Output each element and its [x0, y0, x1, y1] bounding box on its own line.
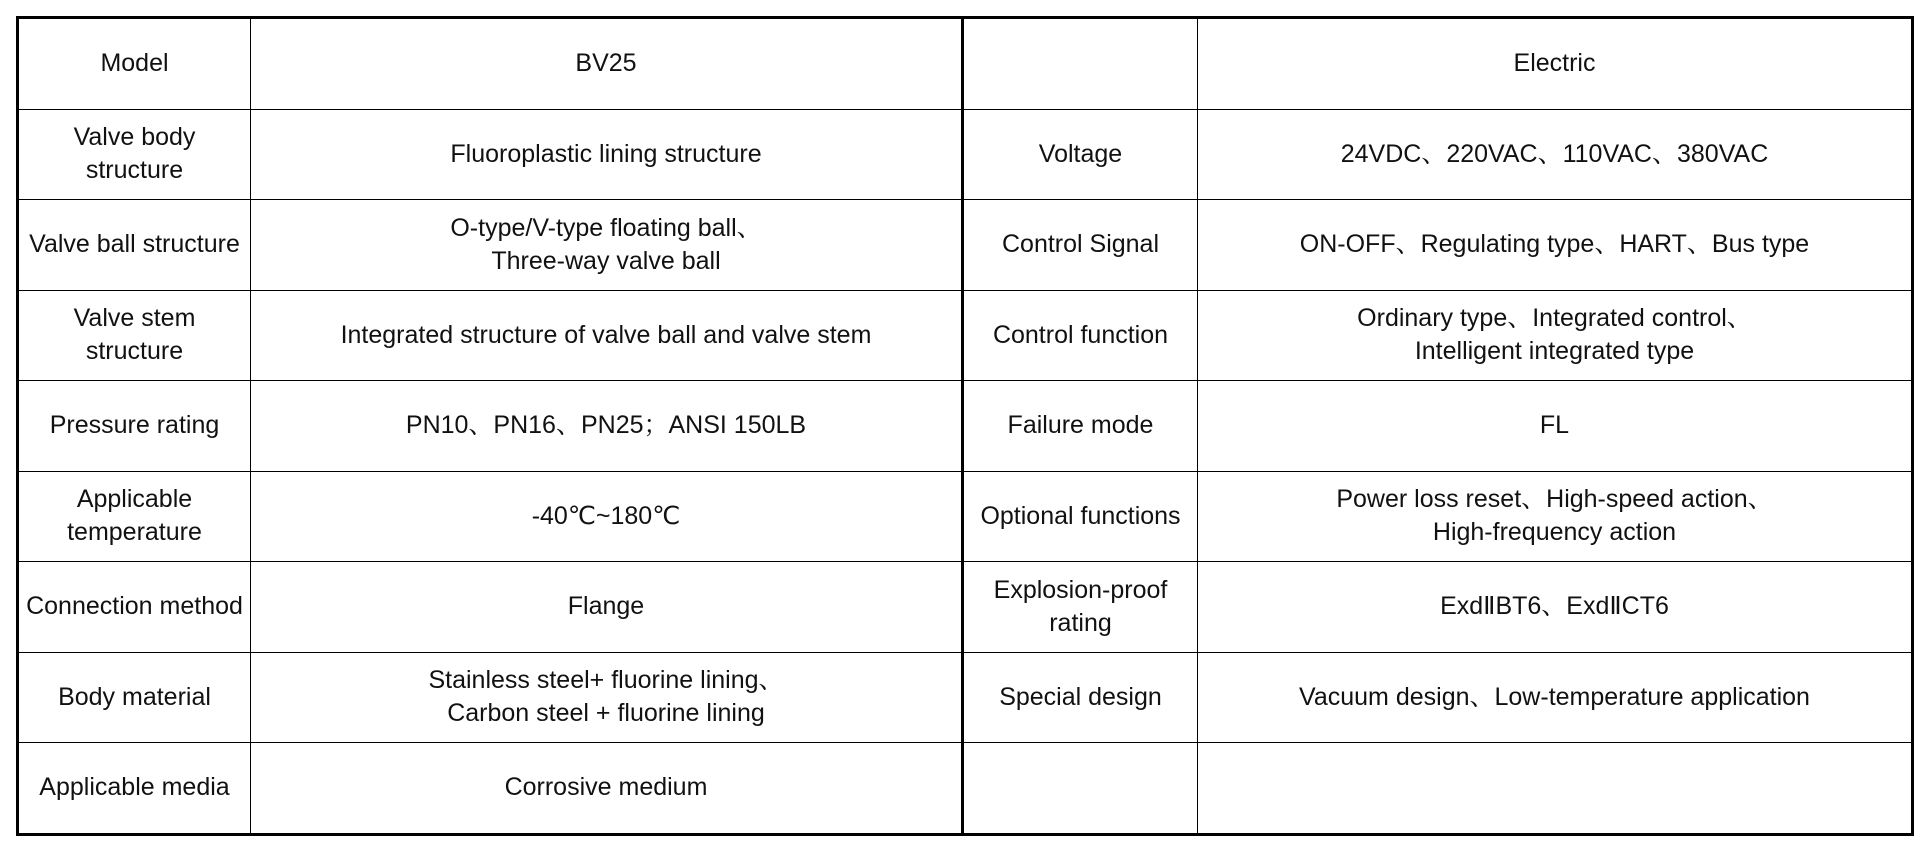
table-cell-label: Applicable temperature — [18, 471, 251, 562]
table-cell-label: Connection method — [18, 562, 251, 653]
table-cell-value: Vacuum design、Low-temperature application — [1198, 652, 1913, 743]
table-row — [18, 381, 1913, 472]
table-cell-value: -40℃~180℃ — [251, 471, 963, 562]
table-cell-value: ExdⅡBT6、ExdⅡCT6 — [1198, 562, 1913, 653]
table-row — [18, 471, 1913, 562]
spec-sheet — [16, 16, 1911, 824]
table-cell-label: Applicable media — [18, 743, 251, 835]
table-row — [18, 109, 1913, 200]
table-cell-value: ON-OFF、Regulating type、HART、Bus type — [1198, 200, 1913, 291]
table-row — [18, 290, 1913, 381]
table-cell-label: Optional functions — [963, 471, 1198, 562]
table-cell-value: PN10、PN16、PN25；ANSI 150LB — [251, 381, 963, 472]
table-cell-value: Stainless steel+ fluorine lining、 Carbon steel + fluorine lining — [251, 652, 963, 743]
table-cell-value: 24VDC、220VAC、110VAC、380VAC — [1198, 109, 1913, 200]
table-cell-label: Body material — [18, 652, 251, 743]
table-cell-label — [963, 18, 1198, 110]
table-cell-value: Flange — [251, 562, 963, 653]
table-cell-label: Voltage — [963, 109, 1198, 200]
table-row — [18, 652, 1913, 743]
spec-table — [16, 16, 1914, 836]
table-cell-label: Pressure rating — [18, 381, 251, 472]
table-cell-label: Valve body structure — [18, 109, 251, 200]
table-cell-label: Explosion-proof rating — [963, 562, 1198, 653]
table-cell-value: Corrosive medium — [251, 743, 963, 835]
table-cell-value: FL — [1198, 381, 1913, 472]
table-cell-value: BV25 — [251, 18, 963, 110]
table-cell-value: Fluoroplastic lining structure — [251, 109, 963, 200]
table-cell-label: Control function — [963, 290, 1198, 381]
table-cell-label: Valve stem structure — [18, 290, 251, 381]
table-cell-label: Model — [18, 18, 251, 110]
table-cell-label: Failure mode — [963, 381, 1198, 472]
table-cell-label — [963, 743, 1198, 835]
table-row — [18, 18, 1913, 110]
table-cell-label: Special design — [963, 652, 1198, 743]
table-cell-value: Electric — [1198, 18, 1913, 110]
table-cell-value: O-type/V-type floating ball、 Three-way valve ball — [251, 200, 963, 291]
table-row — [18, 743, 1913, 835]
table-cell-value: Integrated structure of valve ball and valve stem — [251, 290, 963, 381]
table-cell-value: Ordinary type、Integrated control、 Intelligent integrated type — [1198, 290, 1913, 381]
table-cell-label: Control Signal — [963, 200, 1198, 291]
table-row — [18, 562, 1913, 653]
table-cell-value: Power loss reset、High-speed action、 High-frequency action — [1198, 471, 1913, 562]
table-cell-label: Valve ball structure — [18, 200, 251, 291]
table-row — [18, 200, 1913, 291]
table-cell-value — [1198, 743, 1913, 835]
